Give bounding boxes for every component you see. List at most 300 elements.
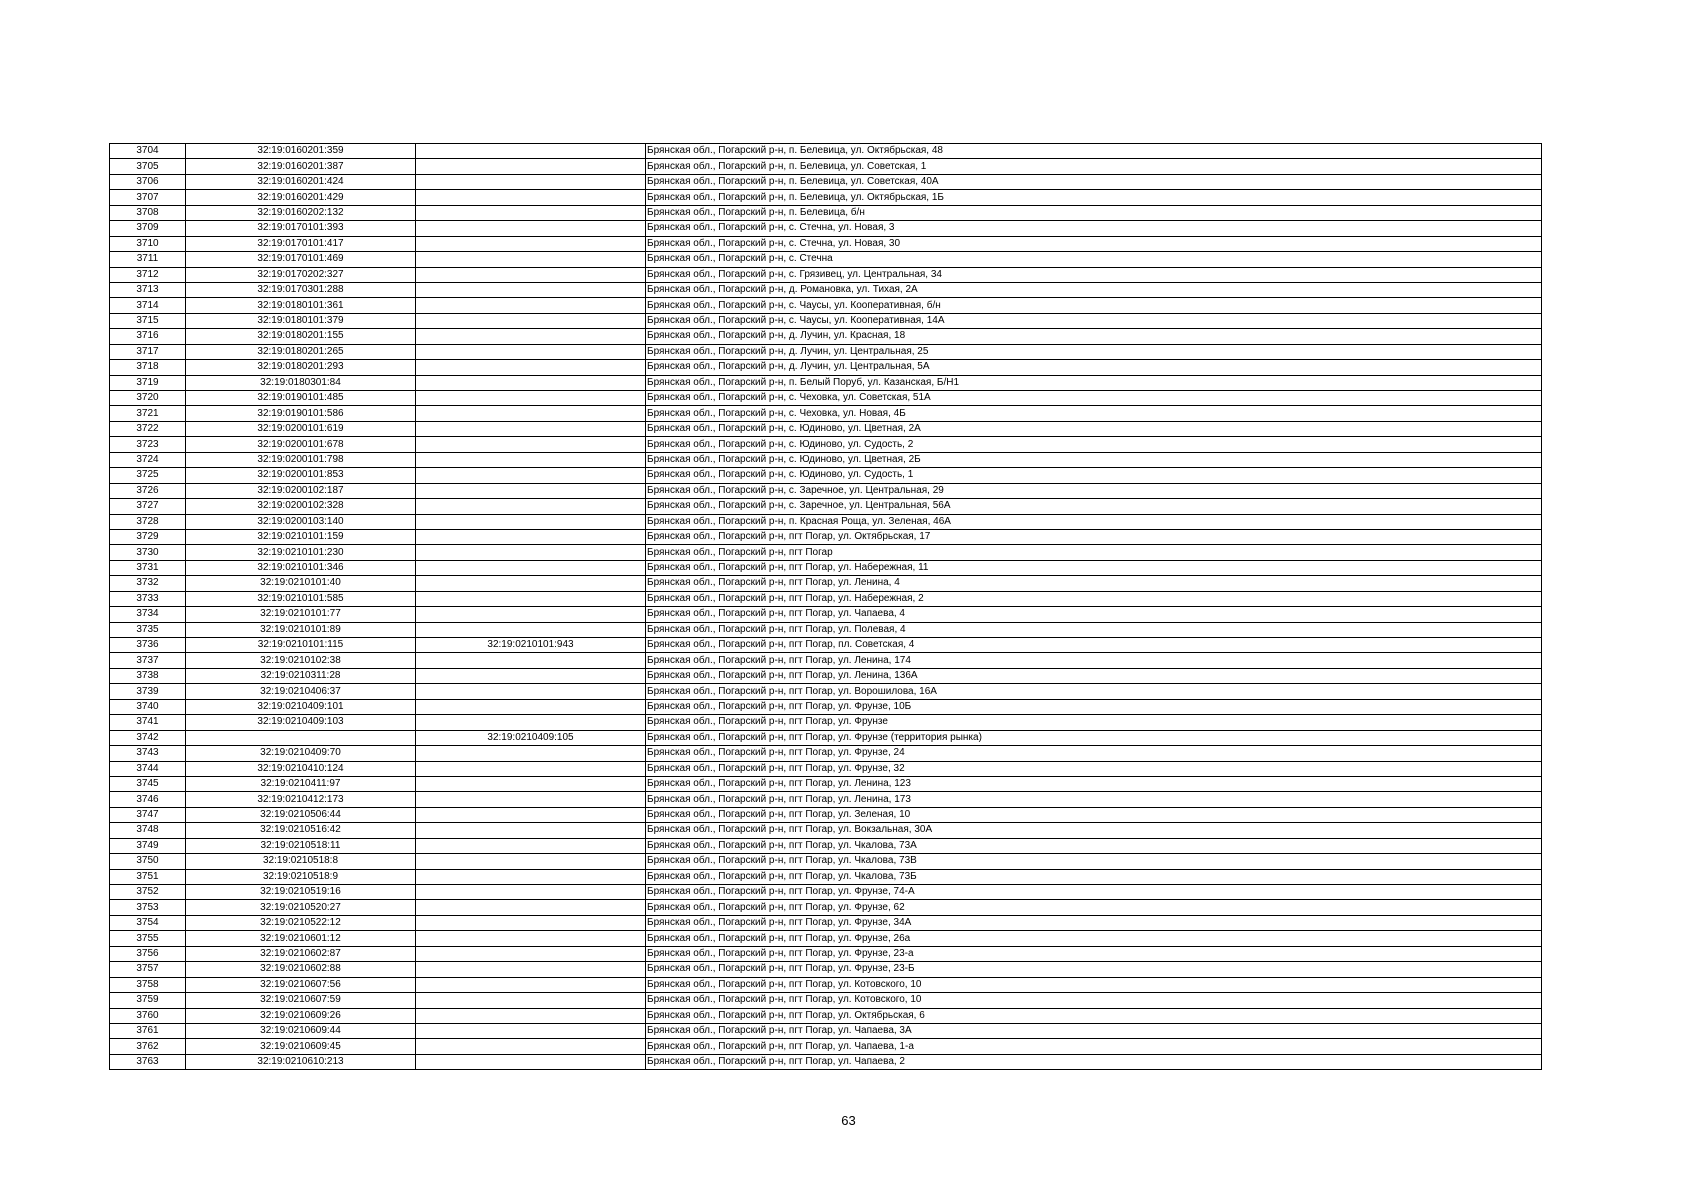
address-cell: Брянская обл., Погарский р-н, п. Белевица, б/н bbox=[646, 205, 1542, 220]
cadastral-number-cell: 32:19:0210516:42 bbox=[186, 823, 416, 838]
row-number-cell: 3724 bbox=[110, 452, 186, 467]
table-row bbox=[110, 638, 1542, 653]
row-number-cell: 3734 bbox=[110, 607, 186, 622]
address-cell: Брянская обл., Погарский р-н, с. Заречное, ул. Центральная, 56А bbox=[646, 499, 1542, 514]
secondary-cadastral-number-cell bbox=[416, 653, 646, 668]
cadastral-number-cell: 32:19:0160201:424 bbox=[186, 174, 416, 189]
address-cell: Брянская обл., Погарский р-н, пгт Погар, ул. Ленина, 136А bbox=[646, 668, 1542, 683]
address-cell: Брянская обл., Погарский р-н, п. Красная Роща, ул. Зеленая, 46А bbox=[646, 514, 1542, 529]
cadastral-number-cell: 32:19:0210101:40 bbox=[186, 576, 416, 591]
secondary-cadastral-number-cell bbox=[416, 946, 646, 961]
cadastral-number-cell: 32:19:0200102:187 bbox=[186, 483, 416, 498]
row-number-cell: 3763 bbox=[110, 1054, 186, 1069]
table-row bbox=[110, 514, 1542, 529]
address-cell: Брянская обл., Погарский р-н, пгт Погар, ул. Чкалова, 73Б bbox=[646, 869, 1542, 884]
row-number-cell: 3723 bbox=[110, 437, 186, 452]
secondary-cadastral-number-cell bbox=[416, 591, 646, 606]
table-row bbox=[110, 375, 1542, 390]
row-number-cell: 3737 bbox=[110, 653, 186, 668]
address-cell: Брянская обл., Погарский р-н, п. Белый Поруб, ул. Казанская, Б/Н1 bbox=[646, 375, 1542, 390]
row-number-cell: 3745 bbox=[110, 776, 186, 791]
row-number-cell: 3760 bbox=[110, 1008, 186, 1023]
table-row bbox=[110, 205, 1542, 220]
secondary-cadastral-number-cell: 32:19:0210409:105 bbox=[416, 730, 646, 745]
address-cell: Брянская обл., Погарский р-н, с. Юдиново, ул. Цветная, 2А bbox=[646, 421, 1542, 436]
secondary-cadastral-number-cell bbox=[416, 838, 646, 853]
address-cell: Брянская обл., Погарский р-н, с. Чеховка, ул. Советская, 51А bbox=[646, 391, 1542, 406]
cadastral-number-cell: 32:19:0210409:70 bbox=[186, 746, 416, 761]
table-row bbox=[110, 406, 1542, 421]
table-row bbox=[110, 421, 1542, 436]
table-row bbox=[110, 869, 1542, 884]
address-cell: Брянская обл., Погарский р-н, пгт Погар, ул. Чкалова, 73В bbox=[646, 854, 1542, 869]
secondary-cadastral-number-cell bbox=[416, 452, 646, 467]
secondary-cadastral-number-cell bbox=[416, 962, 646, 977]
table-row bbox=[110, 174, 1542, 189]
address-cell: Брянская обл., Погарский р-н, пгт Погар, ул. Ленина, 174 bbox=[646, 653, 1542, 668]
row-number-cell: 3757 bbox=[110, 962, 186, 977]
page-number: 63 bbox=[841, 1113, 856, 1128]
table-row bbox=[110, 885, 1542, 900]
table-row bbox=[110, 977, 1542, 992]
table-row bbox=[110, 282, 1542, 297]
secondary-cadastral-number-cell bbox=[416, 699, 646, 714]
secondary-cadastral-number-cell bbox=[416, 205, 646, 220]
cadastral-number-cell: 32:19:0170101:469 bbox=[186, 252, 416, 267]
row-number-cell: 3716 bbox=[110, 329, 186, 344]
row-number-cell: 3744 bbox=[110, 761, 186, 776]
table-row bbox=[110, 699, 1542, 714]
table-row bbox=[110, 622, 1542, 637]
cadastral-number-cell: 32:19:0170101:417 bbox=[186, 236, 416, 251]
address-cell: Брянская обл., Погарский р-н, пгт Погар, ул. Фрунзе, 10Б bbox=[646, 699, 1542, 714]
row-number-cell: 3731 bbox=[110, 560, 186, 575]
table-row bbox=[110, 1054, 1542, 1069]
table-row bbox=[110, 576, 1542, 591]
table-row bbox=[110, 468, 1542, 483]
cadastral-number-cell: 32:19:0180301:84 bbox=[186, 375, 416, 390]
address-cell: Брянская обл., Погарский р-н, пгт Погар, ул. Котовского, 10 bbox=[646, 993, 1542, 1008]
address-cell: Брянская обл., Погарский р-н, пгт Погар, ул. Ворошилова, 16А bbox=[646, 684, 1542, 699]
row-number-cell: 3761 bbox=[110, 1023, 186, 1038]
address-cell: Брянская обл., Погарский р-н, д. Романовка, ул. Тихая, 2А bbox=[646, 282, 1542, 297]
cadastral-number-cell: 32:19:0170101:393 bbox=[186, 221, 416, 236]
registry-table-body bbox=[110, 144, 1542, 1070]
table-row bbox=[110, 190, 1542, 205]
row-number-cell: 3752 bbox=[110, 885, 186, 900]
row-number-cell: 3710 bbox=[110, 236, 186, 251]
cadastral-number-cell: 32:19:0170202:327 bbox=[186, 267, 416, 282]
row-number-cell: 3733 bbox=[110, 591, 186, 606]
secondary-cadastral-number-cell bbox=[416, 190, 646, 205]
cadastral-number-cell: 32:19:0210406:37 bbox=[186, 684, 416, 699]
table-row bbox=[110, 761, 1542, 776]
row-number-cell: 3756 bbox=[110, 946, 186, 961]
table-row bbox=[110, 159, 1542, 174]
row-number-cell: 3709 bbox=[110, 221, 186, 236]
secondary-cadastral-number-cell bbox=[416, 1054, 646, 1069]
table-row bbox=[110, 252, 1542, 267]
secondary-cadastral-number-cell bbox=[416, 560, 646, 575]
cadastral-number-cell: 32:19:0200103:140 bbox=[186, 514, 416, 529]
address-cell: Брянская обл., Погарский р-н, пгт Погар, ул. Чапаева, 3А bbox=[646, 1023, 1542, 1038]
row-number-cell: 3721 bbox=[110, 406, 186, 421]
cadastral-number-cell: 32:19:0200101:619 bbox=[186, 421, 416, 436]
row-number-cell: 3717 bbox=[110, 344, 186, 359]
table-row bbox=[110, 653, 1542, 668]
secondary-cadastral-number-cell bbox=[416, 545, 646, 560]
cadastral-number-cell: 32:19:0210411:97 bbox=[186, 776, 416, 791]
table-row bbox=[110, 329, 1542, 344]
row-number-cell: 3758 bbox=[110, 977, 186, 992]
cadastral-number-cell: 32:19:0160202:132 bbox=[186, 205, 416, 220]
secondary-cadastral-number-cell bbox=[416, 622, 646, 637]
secondary-cadastral-number-cell bbox=[416, 360, 646, 375]
secondary-cadastral-number-cell bbox=[416, 468, 646, 483]
secondary-cadastral-number-cell bbox=[416, 221, 646, 236]
cadastral-number-cell: 32:19:0210601:12 bbox=[186, 931, 416, 946]
table-row bbox=[110, 838, 1542, 853]
table-row bbox=[110, 607, 1542, 622]
address-cell: Брянская обл., Погарский р-н, пгт Погар, ул. Фрунзе, 74-А bbox=[646, 885, 1542, 900]
table-row bbox=[110, 452, 1542, 467]
secondary-cadastral-number-cell bbox=[416, 885, 646, 900]
row-number-cell: 3729 bbox=[110, 529, 186, 544]
row-number-cell: 3762 bbox=[110, 1039, 186, 1054]
row-number-cell: 3759 bbox=[110, 993, 186, 1008]
secondary-cadastral-number-cell bbox=[416, 977, 646, 992]
secondary-cadastral-number-cell bbox=[416, 406, 646, 421]
row-number-cell: 3742 bbox=[110, 730, 186, 745]
address-cell: Брянская обл., Погарский р-н, с. Юдиново, ул. Судость, 2 bbox=[646, 437, 1542, 452]
row-number-cell: 3736 bbox=[110, 638, 186, 653]
secondary-cadastral-number-cell bbox=[416, 761, 646, 776]
address-cell: Брянская обл., Погарский р-н, пгт Погар, ул. Фрунзе, 34А bbox=[646, 915, 1542, 930]
table-row bbox=[110, 298, 1542, 313]
row-number-cell: 3751 bbox=[110, 869, 186, 884]
address-cell: Брянская обл., Погарский р-н, с. Стечна bbox=[646, 252, 1542, 267]
row-number-cell: 3739 bbox=[110, 684, 186, 699]
secondary-cadastral-number-cell bbox=[416, 869, 646, 884]
table-row bbox=[110, 915, 1542, 930]
address-cell: Брянская обл., Погарский р-н, с. Чаусы, ул. Кооперативная, 14А bbox=[646, 313, 1542, 328]
row-number-cell: 3719 bbox=[110, 375, 186, 390]
address-cell: Брянская обл., Погарский р-н, пгт Погар, ул. Октябрьская, 6 bbox=[646, 1008, 1542, 1023]
cadastral-number-cell: 32:19:0210102:38 bbox=[186, 653, 416, 668]
row-number-cell: 3722 bbox=[110, 421, 186, 436]
secondary-cadastral-number-cell bbox=[416, 391, 646, 406]
row-number-cell: 3711 bbox=[110, 252, 186, 267]
table-row bbox=[110, 1023, 1542, 1038]
cadastral-number-cell: 32:19:0160201:387 bbox=[186, 159, 416, 174]
row-number-cell: 3755 bbox=[110, 931, 186, 946]
address-cell: Брянская обл., Погарский р-н, п. Белевица, ул. Советская, 1 bbox=[646, 159, 1542, 174]
cadastral-number-cell: 32:19:0170301:288 bbox=[186, 282, 416, 297]
row-number-cell: 3741 bbox=[110, 715, 186, 730]
address-cell: Брянская обл., Погарский р-н, пгт Погар, ул. Котовского, 10 bbox=[646, 977, 1542, 992]
row-number-cell: 3728 bbox=[110, 514, 186, 529]
table-row bbox=[110, 730, 1542, 745]
row-number-cell: 3707 bbox=[110, 190, 186, 205]
address-cell: Брянская обл., Погарский р-н, п. Белевица, ул. Советская, 40А bbox=[646, 174, 1542, 189]
cadastral-number-cell: 32:19:0210410:124 bbox=[186, 761, 416, 776]
address-cell: Брянская обл., Погарский р-н, д. Лучин, ул. Красная, 18 bbox=[646, 329, 1542, 344]
secondary-cadastral-number-cell bbox=[416, 792, 646, 807]
secondary-cadastral-number-cell bbox=[416, 159, 646, 174]
address-cell: Брянская обл., Погарский р-н, д. Лучин, ул. Центральная, 5А bbox=[646, 360, 1542, 375]
cadastral-number-cell: 32:19:0210518:9 bbox=[186, 869, 416, 884]
address-cell: Брянская обл., Погарский р-н, пгт Погар, ул. Чапаева, 4 bbox=[646, 607, 1542, 622]
row-number-cell: 3738 bbox=[110, 668, 186, 683]
cadastral-number-cell: 32:19:0210519:16 bbox=[186, 885, 416, 900]
cadastral-number-cell: 32:19:0200101:798 bbox=[186, 452, 416, 467]
address-cell: Брянская обл., Погарский р-н, с. Стечна, ул. Новая, 3 bbox=[646, 221, 1542, 236]
address-cell: Брянская обл., Погарский р-н, пгт Погар, ул. Зеленая, 10 bbox=[646, 807, 1542, 822]
secondary-cadastral-number-cell bbox=[416, 746, 646, 761]
table-row bbox=[110, 1039, 1542, 1054]
row-number-cell: 3754 bbox=[110, 915, 186, 930]
secondary-cadastral-number-cell bbox=[416, 437, 646, 452]
row-number-cell: 3706 bbox=[110, 174, 186, 189]
table-row bbox=[110, 684, 1542, 699]
address-cell: Брянская обл., Погарский р-н, пгт Погар, пл. Советская, 4 bbox=[646, 638, 1542, 653]
cadastral-number-cell: 32:19:0210101:346 bbox=[186, 560, 416, 575]
table-row bbox=[110, 560, 1542, 575]
table-row bbox=[110, 715, 1542, 730]
cadastral-number-cell: 32:19:0210609:44 bbox=[186, 1023, 416, 1038]
cadastral-number-cell: 32:19:0210518:11 bbox=[186, 838, 416, 853]
cadastral-number-cell: 32:19:0210610:213 bbox=[186, 1054, 416, 1069]
table-row bbox=[110, 313, 1542, 328]
table-row bbox=[110, 437, 1542, 452]
address-cell: Брянская обл., Погарский р-н, пгт Погар, ул. Фрунзе, 24 bbox=[646, 746, 1542, 761]
row-number-cell: 3708 bbox=[110, 205, 186, 220]
address-cell: Брянская обл., Погарский р-н, пгт Погар, ул. Фрунзе, 26а bbox=[646, 931, 1542, 946]
table-row bbox=[110, 931, 1542, 946]
cadastral-number-cell: 32:19:0210101:230 bbox=[186, 545, 416, 560]
cadastral-number-cell: 32:19:0210602:87 bbox=[186, 946, 416, 961]
secondary-cadastral-number-cell bbox=[416, 499, 646, 514]
row-number-cell: 3743 bbox=[110, 746, 186, 761]
address-cell: Брянская обл., Погарский р-н, пгт Погар, ул. Чкалова, 73А bbox=[646, 838, 1542, 853]
secondary-cadastral-number-cell bbox=[416, 267, 646, 282]
secondary-cadastral-number-cell bbox=[416, 668, 646, 683]
cadastral-number-cell: 32:19:0200101:853 bbox=[186, 468, 416, 483]
secondary-cadastral-number-cell bbox=[416, 915, 646, 930]
secondary-cadastral-number-cell bbox=[416, 684, 646, 699]
cadastral-number-cell: 32:19:0180201:155 bbox=[186, 329, 416, 344]
table-row bbox=[110, 962, 1542, 977]
row-number-cell: 3725 bbox=[110, 468, 186, 483]
table-row bbox=[110, 900, 1542, 915]
secondary-cadastral-number-cell bbox=[416, 421, 646, 436]
row-number-cell: 3727 bbox=[110, 499, 186, 514]
secondary-cadastral-number-cell bbox=[416, 375, 646, 390]
row-number-cell: 3712 bbox=[110, 267, 186, 282]
cadastral-number-cell: 32:19:0210520:27 bbox=[186, 900, 416, 915]
registry-table bbox=[109, 143, 1542, 1070]
secondary-cadastral-number-cell bbox=[416, 576, 646, 591]
row-number-cell: 3740 bbox=[110, 699, 186, 714]
secondary-cadastral-number-cell bbox=[416, 313, 646, 328]
cadastral-number-cell: 32:19:0190101:586 bbox=[186, 406, 416, 421]
secondary-cadastral-number-cell bbox=[416, 1039, 646, 1054]
table-row bbox=[110, 807, 1542, 822]
cadastral-number-cell: 32:19:0180101:361 bbox=[186, 298, 416, 313]
address-cell: Брянская обл., Погарский р-н, пгт Погар, ул. Фрунзе, 32 bbox=[646, 761, 1542, 776]
address-cell: Брянская обл., Погарский р-н, пгт Погар, ул. Полевая, 4 bbox=[646, 622, 1542, 637]
table-row bbox=[110, 946, 1542, 961]
table-row bbox=[110, 668, 1542, 683]
table-row bbox=[110, 344, 1542, 359]
row-number-cell: 3749 bbox=[110, 838, 186, 853]
address-cell: Брянская обл., Погарский р-н, с. Чаусы, ул. Кооперативная, б/н bbox=[646, 298, 1542, 313]
row-number-cell: 3735 bbox=[110, 622, 186, 637]
table-row bbox=[110, 1008, 1542, 1023]
secondary-cadastral-number-cell bbox=[416, 282, 646, 297]
secondary-cadastral-number-cell bbox=[416, 715, 646, 730]
row-number-cell: 3753 bbox=[110, 900, 186, 915]
address-cell: Брянская обл., Погарский р-н, пгт Погар, ул. Набережная, 2 bbox=[646, 591, 1542, 606]
secondary-cadastral-number-cell bbox=[416, 298, 646, 313]
address-cell: Брянская обл., Погарский р-н, с. Грязивец, ул. Центральная, 34 bbox=[646, 267, 1542, 282]
cadastral-number-cell: 32:19:0210101:585 bbox=[186, 591, 416, 606]
cadastral-number-cell: 32:19:0210518:8 bbox=[186, 854, 416, 869]
table-row bbox=[110, 529, 1542, 544]
address-cell: Брянская обл., Погарский р-н, пгт Погар, ул. Фрунзе (территория рынка) bbox=[646, 730, 1542, 745]
cadastral-number-cell: 32:19:0210409:101 bbox=[186, 699, 416, 714]
row-number-cell: 3726 bbox=[110, 483, 186, 498]
address-cell: Брянская обл., Погарский р-н, пгт Погар, ул. Чапаева, 2 bbox=[646, 1054, 1542, 1069]
secondary-cadastral-number-cell bbox=[416, 174, 646, 189]
cadastral-number-cell: 32:19:0160201:359 bbox=[186, 144, 416, 159]
cadastral-number-cell: 32:19:0180201:265 bbox=[186, 344, 416, 359]
cadastral-number-cell: 32:19:0210409:103 bbox=[186, 715, 416, 730]
address-cell: Брянская обл., Погарский р-н, с. Стечна, ул. Новая, 30 bbox=[646, 236, 1542, 251]
address-cell: Брянская обл., Погарский р-н, с. Юдиново, ул. Судость, 1 bbox=[646, 468, 1542, 483]
secondary-cadastral-number-cell bbox=[416, 1008, 646, 1023]
cadastral-number-cell bbox=[186, 730, 416, 745]
cadastral-number-cell: 32:19:0210607:59 bbox=[186, 993, 416, 1008]
cadastral-number-cell: 32:19:0210607:56 bbox=[186, 977, 416, 992]
row-number-cell: 3732 bbox=[110, 576, 186, 591]
cadastral-number-cell: 32:19:0210522:12 bbox=[186, 915, 416, 930]
secondary-cadastral-number-cell bbox=[416, 144, 646, 159]
address-cell: Брянская обл., Погарский р-н, пгт Погар, ул. Вокзальная, 30А bbox=[646, 823, 1542, 838]
row-number-cell: 3720 bbox=[110, 391, 186, 406]
address-cell: Брянская обл., Погарский р-н, пгт Погар, ул. Ленина, 123 bbox=[646, 776, 1542, 791]
cadastral-number-cell: 32:19:0210506:44 bbox=[186, 807, 416, 822]
table-row bbox=[110, 221, 1542, 236]
address-cell: Брянская обл., Погарский р-н, пгт Погар, ул. Фрунзе bbox=[646, 715, 1542, 730]
cadastral-number-cell: 32:19:0200102:328 bbox=[186, 499, 416, 514]
secondary-cadastral-number-cell bbox=[416, 900, 646, 915]
table-row bbox=[110, 792, 1542, 807]
row-number-cell: 3730 bbox=[110, 545, 186, 560]
secondary-cadastral-number-cell bbox=[416, 776, 646, 791]
row-number-cell: 3714 bbox=[110, 298, 186, 313]
cadastral-number-cell: 32:19:0190101:485 bbox=[186, 391, 416, 406]
table-row bbox=[110, 776, 1542, 791]
table-row bbox=[110, 746, 1542, 761]
address-cell: Брянская обл., Погарский р-н, пгт Погар bbox=[646, 545, 1542, 560]
cadastral-number-cell: 32:19:0210101:159 bbox=[186, 529, 416, 544]
address-cell: Брянская обл., Погарский р-н, пгт Погар, ул. Ленина, 173 bbox=[646, 792, 1542, 807]
address-cell: Брянская обл., Погарский р-н, пгт Погар, ул. Набережная, 11 bbox=[646, 560, 1542, 575]
secondary-cadastral-number-cell bbox=[416, 529, 646, 544]
row-number-cell: 3715 bbox=[110, 313, 186, 328]
row-number-cell: 3704 bbox=[110, 144, 186, 159]
cadastral-number-cell: 32:19:0210101:77 bbox=[186, 607, 416, 622]
cadastral-number-cell: 32:19:0200101:678 bbox=[186, 437, 416, 452]
secondary-cadastral-number-cell bbox=[416, 807, 646, 822]
secondary-cadastral-number-cell bbox=[416, 1023, 646, 1038]
row-number-cell: 3746 bbox=[110, 792, 186, 807]
table-row bbox=[110, 360, 1542, 375]
secondary-cadastral-number-cell bbox=[416, 823, 646, 838]
secondary-cadastral-number-cell bbox=[416, 607, 646, 622]
secondary-cadastral-number-cell bbox=[416, 236, 646, 251]
secondary-cadastral-number-cell bbox=[416, 931, 646, 946]
address-cell: Брянская обл., Погарский р-н, д. Лучин, ул. Центральная, 25 bbox=[646, 344, 1542, 359]
row-number-cell: 3747 bbox=[110, 807, 186, 822]
cadastral-number-cell: 32:19:0210101:89 bbox=[186, 622, 416, 637]
cadastral-number-cell: 32:19:0180101:379 bbox=[186, 313, 416, 328]
cadastral-number-cell: 32:19:0210101:115 bbox=[186, 638, 416, 653]
table-row bbox=[110, 823, 1542, 838]
secondary-cadastral-number-cell bbox=[416, 483, 646, 498]
table-row bbox=[110, 545, 1542, 560]
table-row bbox=[110, 391, 1542, 406]
table-row bbox=[110, 993, 1542, 1008]
table-row bbox=[110, 267, 1542, 282]
row-number-cell: 3718 bbox=[110, 360, 186, 375]
table-row bbox=[110, 854, 1542, 869]
address-cell: Брянская обл., Погарский р-н, с. Юдиново, ул. Цветная, 2Б bbox=[646, 452, 1542, 467]
row-number-cell: 3705 bbox=[110, 159, 186, 174]
address-cell: Брянская обл., Погарский р-н, с. Заречное, ул. Центральная, 29 bbox=[646, 483, 1542, 498]
address-cell: Брянская обл., Погарский р-н, с. Чеховка, ул. Новая, 4Б bbox=[646, 406, 1542, 421]
cadastral-number-cell: 32:19:0210609:45 bbox=[186, 1039, 416, 1054]
address-cell: Брянская обл., Погарский р-н, пгт Погар, ул. Фрунзе, 23-Б bbox=[646, 962, 1542, 977]
address-cell: Брянская обл., Погарский р-н, п. Белевица, ул. Октябрьская, 1Б bbox=[646, 190, 1542, 205]
table-row bbox=[110, 144, 1542, 159]
address-cell: Брянская обл., Погарский р-н, пгт Погар, ул. Октябрьская, 17 bbox=[646, 529, 1542, 544]
cadastral-number-cell: 32:19:0160201:429 bbox=[186, 190, 416, 205]
secondary-cadastral-number-cell bbox=[416, 854, 646, 869]
address-cell: Брянская обл., Погарский р-н, п. Белевица, ул. Октябрьская, 48 bbox=[646, 144, 1542, 159]
table-row bbox=[110, 483, 1542, 498]
cadastral-number-cell: 32:19:0210311:28 bbox=[186, 668, 416, 683]
row-number-cell: 3750 bbox=[110, 854, 186, 869]
secondary-cadastral-number-cell bbox=[416, 344, 646, 359]
address-cell: Брянская обл., Погарский р-н, пгт Погар, ул. Фрунзе, 23-а bbox=[646, 946, 1542, 961]
secondary-cadastral-number-cell: 32:19:0210101:943 bbox=[416, 638, 646, 653]
address-cell: Брянская обл., Погарский р-н, пгт Погар, ул. Чапаева, 1-а bbox=[646, 1039, 1542, 1054]
table-row bbox=[110, 236, 1542, 251]
table-row bbox=[110, 499, 1542, 514]
cadastral-number-cell: 32:19:0210602:88 bbox=[186, 962, 416, 977]
address-cell: Брянская обл., Погарский р-н, пгт Погар, ул. Фрунзе, 62 bbox=[646, 900, 1542, 915]
address-cell: Брянская обл., Погарский р-н, пгт Погар, ул. Ленина, 4 bbox=[646, 576, 1542, 591]
cadastral-number-cell: 32:19:0210609:26 bbox=[186, 1008, 416, 1023]
cadastral-number-cell: 32:19:0210412:173 bbox=[186, 792, 416, 807]
cadastral-number-cell: 32:19:0180201:293 bbox=[186, 360, 416, 375]
table-row bbox=[110, 591, 1542, 606]
row-number-cell: 3713 bbox=[110, 282, 186, 297]
secondary-cadastral-number-cell bbox=[416, 329, 646, 344]
secondary-cadastral-number-cell bbox=[416, 514, 646, 529]
